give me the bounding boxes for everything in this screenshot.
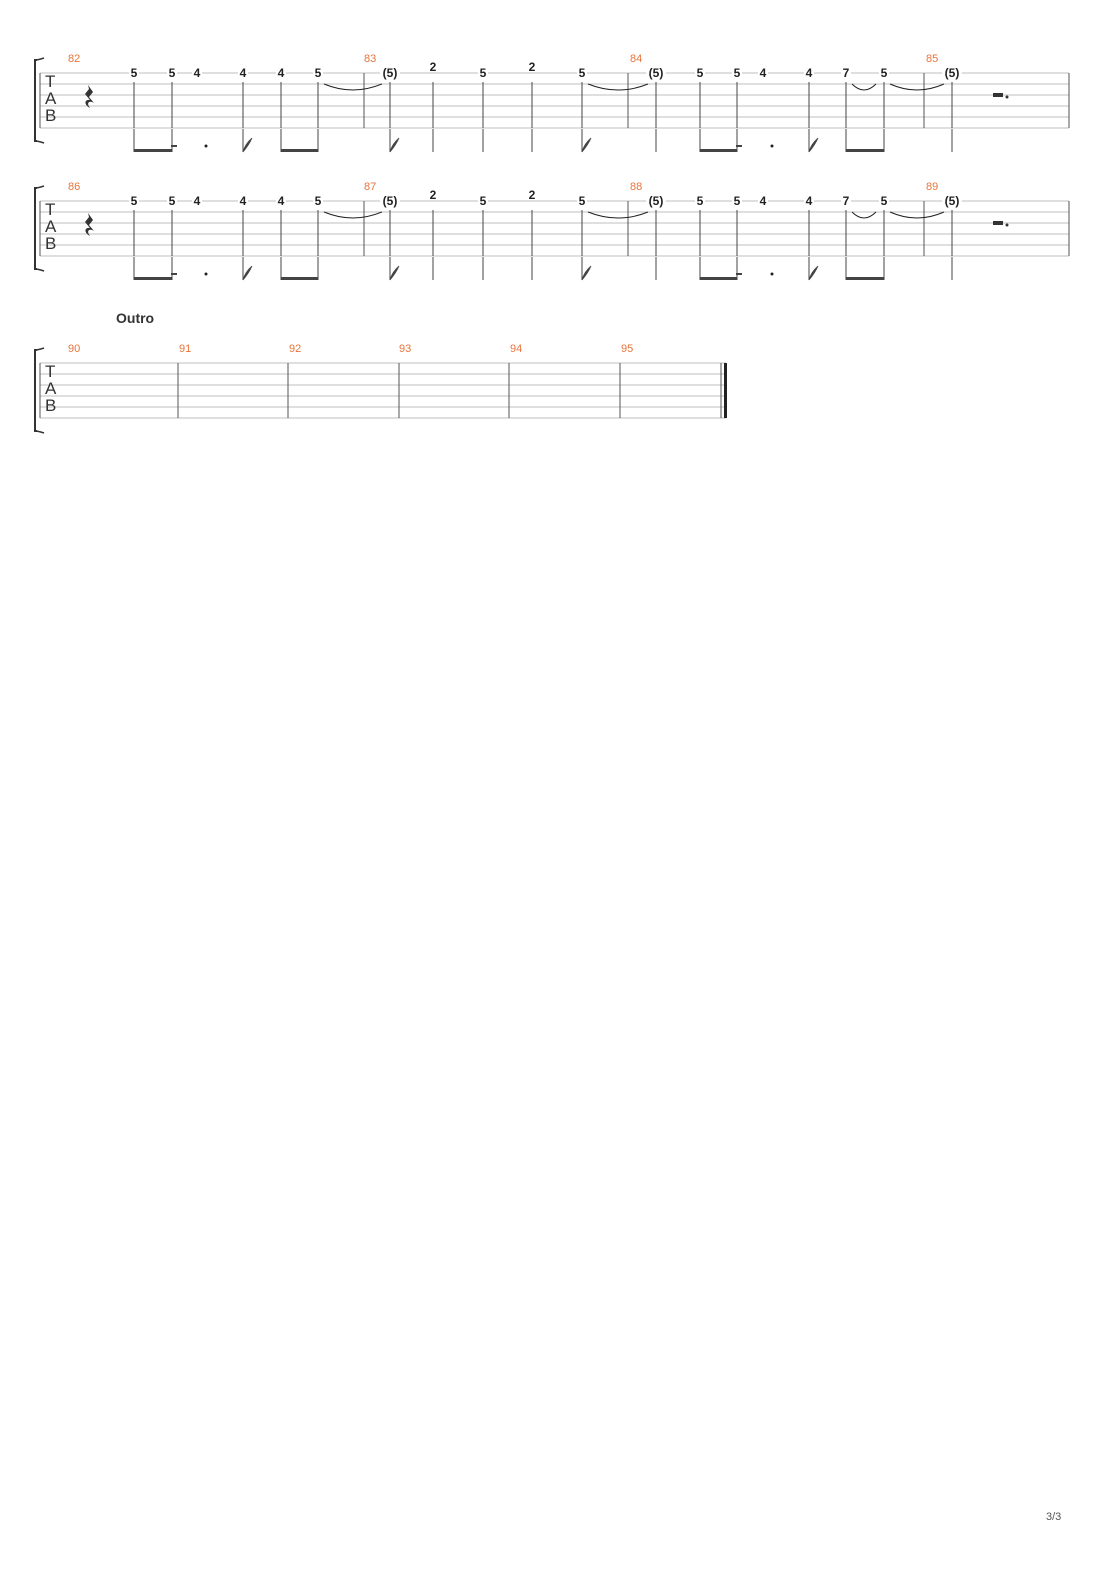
fret-number: 2 bbox=[528, 60, 536, 74]
fret-number: 5 bbox=[880, 66, 888, 80]
system-bracket bbox=[35, 350, 37, 431]
fret-number: (5) bbox=[382, 66, 398, 80]
eighth-flag bbox=[809, 138, 818, 152]
fret-number: 4 bbox=[239, 66, 247, 80]
tab-system-2 bbox=[35, 181, 1069, 280]
fret-number: 5 bbox=[314, 194, 322, 208]
eighth-flag bbox=[390, 138, 399, 152]
fret-number: 4 bbox=[193, 194, 201, 208]
fret-number: 5 bbox=[733, 194, 741, 208]
rest-dot bbox=[1006, 96, 1009, 99]
tie bbox=[890, 84, 944, 90]
rhythm-dot bbox=[205, 273, 208, 276]
measure-number: 92 bbox=[289, 343, 302, 355]
fret-number: 4 bbox=[759, 66, 767, 80]
tab-system-3 bbox=[35, 343, 727, 433]
sub-beam bbox=[171, 145, 177, 147]
fret-number: 4 bbox=[805, 194, 813, 208]
beam bbox=[134, 149, 172, 152]
fret-number: 5 bbox=[130, 194, 138, 208]
fret-number: 5 bbox=[880, 194, 888, 208]
measure-number: 88 bbox=[630, 181, 643, 193]
fret-number: 5 bbox=[578, 66, 586, 80]
half-rest bbox=[993, 221, 1003, 225]
tie bbox=[324, 84, 382, 90]
fret-number: 5 bbox=[733, 66, 741, 80]
eighth-flag bbox=[390, 266, 399, 280]
sub-beam bbox=[736, 273, 742, 275]
fret-number: (5) bbox=[944, 66, 960, 80]
section-label-outro: Outro bbox=[116, 310, 155, 326]
beam bbox=[700, 277, 737, 280]
fret-number: 4 bbox=[239, 194, 247, 208]
measure-number: 89 bbox=[926, 181, 939, 193]
tab-clef-letter: A bbox=[45, 89, 57, 108]
measure-number: 82 bbox=[68, 53, 81, 65]
page-number: 3/3 bbox=[1046, 1511, 1062, 1523]
fret-number: 4 bbox=[277, 194, 285, 208]
fret-number: 2 bbox=[429, 60, 437, 74]
system-bracket bbox=[35, 60, 37, 141]
tie bbox=[852, 212, 876, 218]
tab-clef-letter: A bbox=[45, 379, 57, 398]
beam bbox=[846, 149, 884, 152]
tie bbox=[588, 212, 648, 218]
tab-clef-letter: T bbox=[45, 362, 56, 381]
tab-system-1 bbox=[35, 53, 1069, 152]
rhythm-dot bbox=[771, 145, 774, 148]
eighth-flag bbox=[582, 138, 591, 152]
beam bbox=[700, 149, 737, 152]
fret-number: (5) bbox=[648, 66, 664, 80]
eighth-flag bbox=[809, 266, 818, 280]
measure-number: 84 bbox=[630, 53, 643, 65]
rest-dot bbox=[1006, 224, 1009, 227]
measure-number: 93 bbox=[399, 343, 412, 355]
tie bbox=[852, 84, 876, 90]
measure-number: 91 bbox=[179, 343, 192, 355]
tab-clef-letter: T bbox=[45, 72, 56, 91]
fret-number: 2 bbox=[528, 188, 536, 202]
beam bbox=[134, 277, 172, 280]
fret-number: 5 bbox=[168, 66, 176, 80]
measure-number: 83 bbox=[364, 53, 377, 65]
fret-number: 4 bbox=[277, 66, 285, 80]
tab-clef-letter: B bbox=[45, 106, 57, 125]
fret-number: 5 bbox=[696, 194, 704, 208]
beam bbox=[281, 277, 318, 280]
final-bar-thick bbox=[724, 363, 727, 418]
rhythm-dot bbox=[771, 273, 774, 276]
measure-number: 85 bbox=[926, 53, 939, 65]
fret-number: 2 bbox=[429, 188, 437, 202]
measure-number: 94 bbox=[510, 343, 523, 355]
fret-number: (5) bbox=[648, 194, 664, 208]
tab-clef-letter: A bbox=[45, 217, 57, 236]
fret-number: 5 bbox=[479, 194, 487, 208]
quarter-rest bbox=[85, 213, 94, 236]
sub-beam bbox=[736, 145, 742, 147]
quarter-rest bbox=[85, 85, 94, 108]
measure-number: 86 bbox=[68, 181, 81, 193]
eighth-flag bbox=[243, 266, 252, 280]
eighth-flag bbox=[243, 138, 252, 152]
rhythm-dot bbox=[205, 145, 208, 148]
fret-number: 5 bbox=[130, 66, 138, 80]
beam bbox=[846, 277, 884, 280]
fret-number: 7 bbox=[842, 66, 850, 80]
beam bbox=[281, 149, 318, 152]
fret-number: (5) bbox=[944, 194, 960, 208]
tab-clef-letter: B bbox=[45, 396, 57, 415]
fret-number: 5 bbox=[578, 194, 586, 208]
half-rest bbox=[993, 93, 1003, 97]
fret-number: (5) bbox=[382, 194, 398, 208]
fret-number: 5 bbox=[168, 194, 176, 208]
system-bracket bbox=[35, 188, 37, 269]
tab-clef-letter: T bbox=[45, 200, 56, 219]
tie bbox=[324, 212, 382, 218]
tie bbox=[890, 212, 944, 218]
fret-number: 4 bbox=[805, 66, 813, 80]
tie bbox=[588, 84, 648, 90]
fret-number: 5 bbox=[479, 66, 487, 80]
sub-beam bbox=[171, 273, 177, 275]
fret-number: 4 bbox=[193, 66, 201, 80]
fret-number: 5 bbox=[696, 66, 704, 80]
measure-number: 95 bbox=[621, 343, 634, 355]
tab-clef-letter: B bbox=[45, 234, 57, 253]
fret-number: 7 bbox=[842, 194, 850, 208]
fret-number: 4 bbox=[759, 194, 767, 208]
eighth-flag bbox=[582, 266, 591, 280]
measure-number: 90 bbox=[68, 343, 81, 355]
measure-number: 87 bbox=[364, 181, 377, 193]
fret-number: 5 bbox=[314, 66, 322, 80]
